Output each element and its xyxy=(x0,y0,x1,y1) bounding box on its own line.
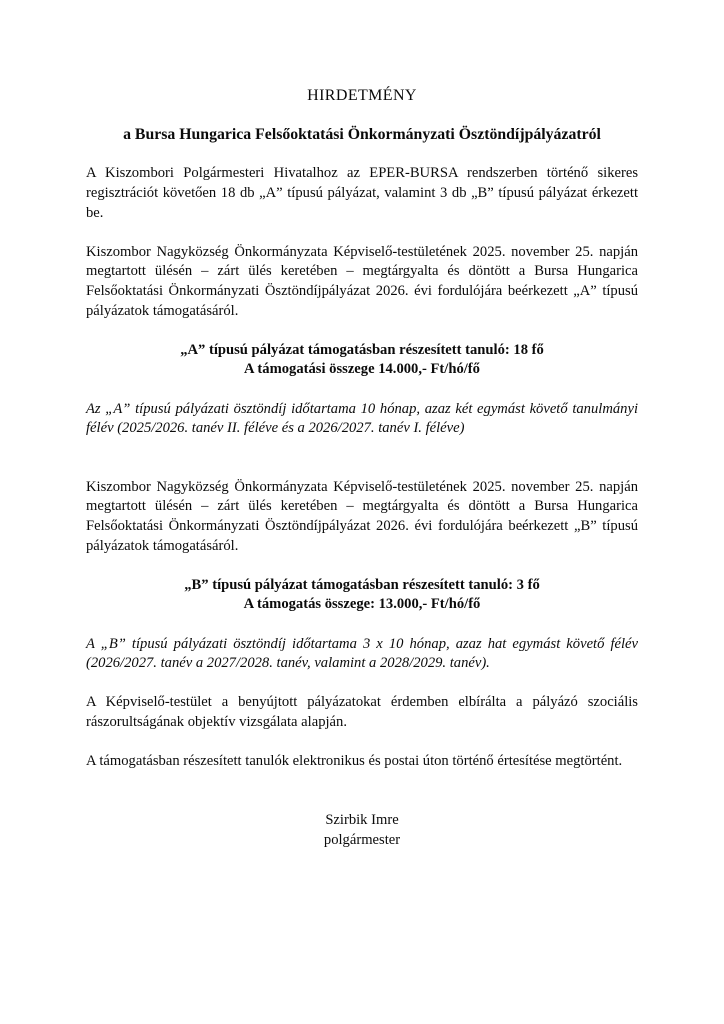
highlight-a-count-line: „A” típusú pályázat támogatásban részesített tanuló: 18 fő xyxy=(180,341,544,358)
document-subtitle: a Bursa Hungarica Felsőoktatási Önkormányzati Ösztöndíjpályázatról xyxy=(123,126,601,144)
paragraph-decision-a: Kiszombor Nagyközség Önkormányzata Képviselő-testületének 2025. november 25. napján megtartott ülésén – zárt ülés keretében – megtárgyalta és döntött a Bursa Hungarica Felsőoktatási Önkormányzati Ösztöndíjpályázat 2026. évi fordulójára beérkezett „A” típusú pályázatok támogatásáról. xyxy=(86,243,638,319)
note-duration-a: Az „A” típusú pályázati ösztöndíj időtartama 10 hónap, azaz két egymást követő tanulmányi félév (2025/2026. tanév II. féléve és a 2026/2027. tanév I. féléve) xyxy=(86,400,638,437)
paragraph-notification: A támogatásban részesített tanulók elektronikus és postai úton történő értesítése megtörtént. xyxy=(86,753,623,770)
highlight-b-amount-line: A támogatás összege: 13.000,- Ft/hó/fő xyxy=(243,596,481,613)
highlight-b-block xyxy=(86,576,638,615)
paragraph-review: A Képviselő-testület a benyújtott pályázatokat érdemben elbírálta a pályázó szociális rászorultságának objektív vizsgálata alapján. xyxy=(86,694,638,730)
signature-block xyxy=(86,811,638,850)
highlight-a-block xyxy=(86,341,638,380)
highlight-b-count-line: „B” típusú pályázat támogatásban részesített tanuló: 3 fő xyxy=(184,576,540,593)
paragraph-decision-b: Kiszombor Nagyközség Önkormányzata Képviselő-testületének 2025. november 25. napján megtartott ülésén – zárt ülés keretében – megtárgyalta és döntött a Bursa Hungarica Felsőoktatási Önkormányzati Ösztöndíjpályázat 2026. évi fordulójára beérkezett „B” típusú pályázatok támogatásáról. xyxy=(86,478,638,554)
note-duration-b: A „B” típusú pályázati ösztöndíj időtartama 3 x 10 hónap, azaz hat egymást követő félév (2026/2027. tanév a 2027/2028. tanév, valamint a 2028/2029. tanév). xyxy=(86,635,638,672)
document-title: HIRDETMÉNY xyxy=(307,87,417,104)
signature-role: polgármester xyxy=(323,831,401,848)
document-content xyxy=(86,86,638,850)
paragraph-intro: A Kiszombori Polgármesteri Hivatalhoz az EPER-BURSA rendszerben történő sikeres regisztrációt követően 18 db „A” típusú pályázat, valamint 3 db „B” típusú pályázat érkezett be. xyxy=(86,165,638,221)
signature-name: Szirbik Imre xyxy=(325,811,399,828)
highlight-a-amount-line: A támogatási összege 14.000,- Ft/hó/fő xyxy=(244,361,480,378)
